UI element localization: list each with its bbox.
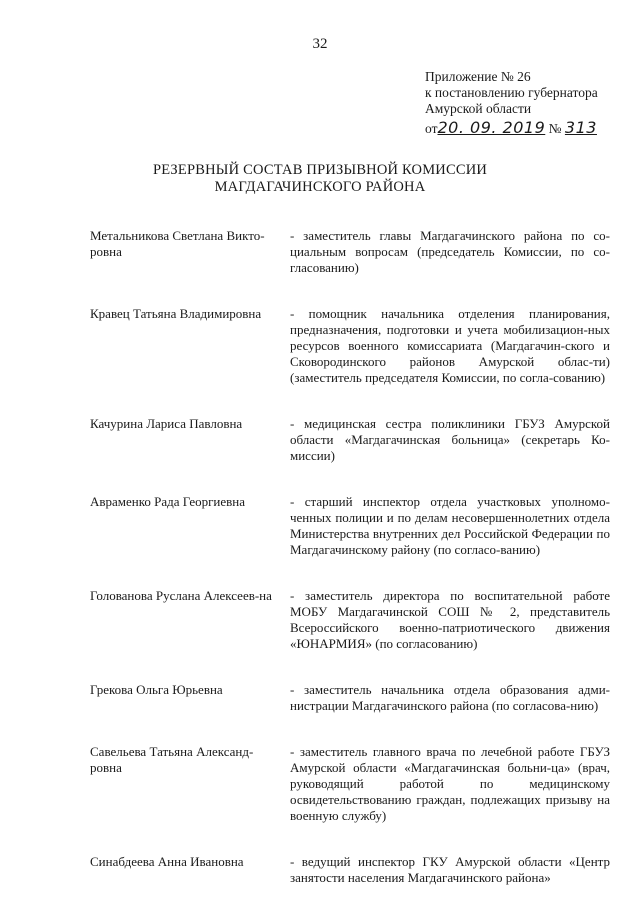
member-name: Савельева Татьяна Александ-ровна [90, 744, 254, 775]
number-prefix: № [548, 121, 562, 136]
appendix-region: Амурской области [425, 101, 532, 116]
member-role: - ведущий инспектор ГКУ Амурской области «Центр занятости населения Магдагачинского района» [290, 854, 610, 885]
member-name: Кравец Татьяна Владимировна [90, 306, 262, 321]
member-entry [90, 494, 615, 558]
appendix-title: Приложение № 26 [425, 69, 531, 84]
member-name: Голованова Руслана Алексеев-на [90, 588, 272, 603]
date-prefix: от [425, 121, 438, 136]
member-entry [90, 228, 615, 276]
member-entry [90, 588, 615, 652]
member-role: - помощник начальника отделения планирования, предназначения, подготовки и учета мобилизацион-ных ресурсов военного комиссариата (Магдагачин-ского и Сковородинского районов Амурской облас-ти) (заместитель председателя Комиссии, по согла-сованию) [290, 306, 610, 385]
member-role: - заместитель начальника отдела образования адми-нистрации Магдагачинского района (по согласова-нию) [290, 682, 610, 713]
member-name: Авраменко Рада Георгиевна [90, 494, 246, 509]
title-line-1: РЕЗЕРВНЫЙ СОСТАВ ПРИЗЫВНОЙ КОМИССИИ [152, 162, 488, 178]
member-entry [90, 854, 615, 886]
member-entry [90, 682, 615, 714]
handwritten-date: 20. 09. 2019 [437, 118, 546, 137]
member-entry [90, 744, 615, 824]
handwritten-number: 313 [564, 118, 597, 137]
member-name: Грекова Ольга Юрьевна [90, 682, 223, 697]
decree-date-number [425, 120, 635, 137]
member-role: - старший инспектор отдела участковых уполномо-ченных полиции и по делам несовершеннолетних отдела Министерства внутренних дел Российской Федерации по Магдагачинскому району (по согласо-ванию) [290, 494, 610, 557]
page-number: 32 [312, 36, 328, 52]
member-entry [90, 306, 615, 386]
appendix-header [425, 69, 635, 137]
appendix-reference: к постановлению губернатора [425, 85, 598, 100]
members-list [90, 228, 615, 916]
member-role: - заместитель директора по воспитательной работе МОБУ Магдагачинской СОШ № 2, представитель Всероссийского военно-патриотического движения «ЮНАРМИЯ» (по согласованию) [290, 588, 610, 651]
member-role: - заместитель главы Магдагачинского района по со-циальным вопросам (председатель Комиссии, по со-гласованию) [290, 228, 610, 275]
member-role: - медицинская сестра поликлиники ГБУЗ Амурской области «Магдагачинская больница» (секретарь Ко-миссии) [290, 416, 610, 463]
title-line-2: МАГДАГАЧИНСКОГО РАЙОНА [214, 179, 426, 195]
member-name: Синабдеева Анна Ивановна [90, 854, 244, 869]
member-entry [90, 416, 615, 464]
member-name: Метальникова Светлана Викто-ровна [90, 228, 265, 259]
member-role: - заместитель главного врача по лечебной работе ГБУЗ Амурской области «Магдагачинская больни-ца» (врач, руководящий работой по медицинскому освидетельствованию граждан, подлежащих призыву на военную службу) [290, 744, 610, 823]
document-title [0, 162, 640, 196]
member-name: Качурина Лариса Павловна [90, 416, 243, 431]
